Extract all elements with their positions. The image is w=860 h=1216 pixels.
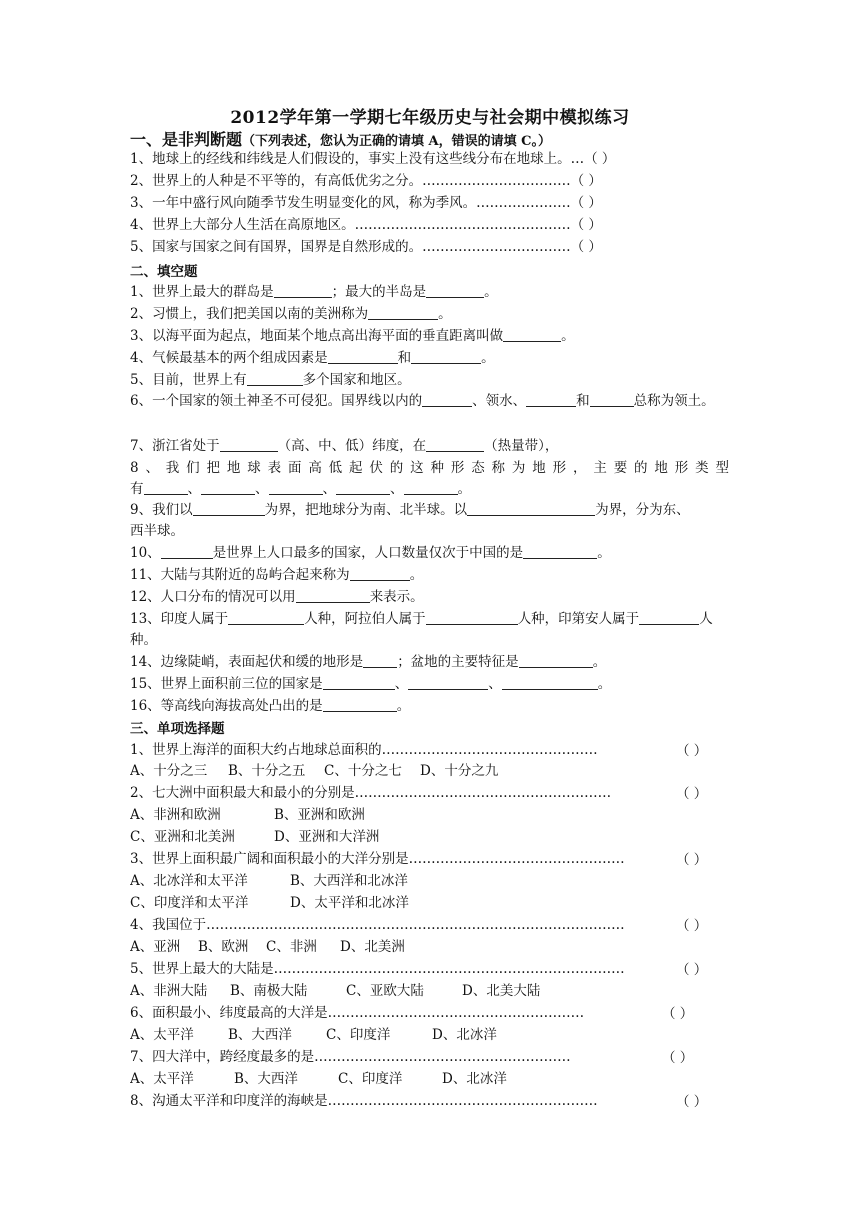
option-d: D、北冰洋 (442, 1071, 507, 1087)
mc-q2-stem: 2、七大洲中面积最大和最小的分别是………………………………………………… (130, 785, 612, 801)
fill-q1-text: 1、世界上最大的群岛是 (130, 284, 274, 300)
answer-blank[interactable] (590, 392, 634, 407)
answer-blank[interactable] (523, 544, 597, 559)
answer-blank[interactable] (161, 544, 213, 559)
answer-paren[interactable]: （ ） (676, 918, 708, 934)
tf-item-4: 4、世界上大部分人生活在高原地区。…………………………………………（ ） (130, 217, 602, 233)
fill-q7-text: （高、中、低）纬度，在 (277, 438, 427, 454)
answer-blank[interactable] (201, 480, 255, 495)
answer-blank[interactable] (426, 437, 484, 452)
option-c: C、亚洲和北美洲 (130, 829, 235, 845)
separator: 、 (255, 481, 269, 497)
fill-q16 (130, 695, 730, 717)
option-c: C、印度洋 (326, 1027, 391, 1043)
option-d: D、北美大陆 (462, 983, 541, 999)
fill-q13-line2: 种。 (130, 632, 157, 648)
option-a: A、亚洲 (130, 939, 181, 955)
fill-q6-text: 6、一个国家的领土神圣不可侵犯。国界线以内的 (130, 393, 423, 409)
page-title: 2012学年第一学期七年级历史与社会期中模拟练习 (230, 108, 630, 128)
fill-q7-text: 7、浙江省处于 (130, 438, 220, 454)
fill-q7 (130, 435, 730, 457)
tf-item-3: 3、一年中盛行风向随季节发生明显变化的风，称为季风。…………………（ ） (130, 195, 602, 211)
fill-q13-text: 人种，印第安人属于 (517, 611, 640, 627)
fill-q16-text: 16、等高线向海拔高处凸出的是 (130, 698, 323, 714)
mc-q5-options (130, 980, 730, 1002)
fill-q14-text: 14、边缘陡峭，表面起伏和缓的地形是 (130, 654, 364, 670)
fill-q3 (130, 325, 730, 347)
separator: 、 (322, 481, 336, 497)
period: 。 (457, 481, 471, 497)
answer-paren[interactable]: （ ） (662, 1006, 694, 1022)
option-b: B、欧洲 (198, 939, 249, 955)
fill-q1-text: ；最大的半岛是 (331, 284, 427, 300)
fill-q10 (130, 542, 730, 564)
answer-paren[interactable]: （ ） (676, 962, 708, 978)
section1-heading (130, 127, 551, 150)
option-a: A、非洲和欧洲 (130, 807, 221, 823)
option-c: C、亚欧大陆 (346, 983, 424, 999)
answer-blank[interactable] (220, 437, 278, 452)
answer-blank[interactable] (144, 480, 188, 495)
answer-blank[interactable] (408, 675, 488, 690)
fill-q15-text: 、 (488, 676, 502, 692)
fill-q4-text: 。 (481, 350, 495, 366)
tf-item-2: 2、世界上的人种是不平等的，有高低优劣之分。……………………………（ ） (130, 173, 602, 189)
fill-q9-text: 为界，分为东、 (595, 502, 690, 518)
mc-q2-options-row1 (130, 804, 730, 826)
answer-blank[interactable] (323, 697, 397, 712)
answer-blank[interactable] (323, 675, 395, 690)
answer-blank[interactable] (193, 501, 265, 516)
fill-q6-text: 、领水、 (472, 393, 527, 409)
answer-blank[interactable] (336, 480, 390, 495)
fill-q10-text: 是世界上人口最多的国家，人口数量仅次于中国的是 (212, 545, 524, 561)
fill-q1-text: 。 (484, 284, 498, 300)
fill-q8-text: 有 (130, 481, 144, 497)
fill-q2-text: 2、习惯上，我们把美国以南的美洲称为 (130, 306, 369, 322)
fill-q15-text: 、 (394, 676, 409, 692)
answer-blank[interactable] (328, 349, 398, 364)
option-c: C、印度洋 (338, 1071, 403, 1087)
fill-q13-text: 人种，阿拉伯人属于 (304, 611, 426, 627)
fill-q11-text: 11、大陆与其附近的岛屿合起来称为 (130, 567, 350, 583)
mc-q4-stem: 4、我国位于………………………………………………………………………………… (130, 917, 625, 933)
mc-q2-options-row2 (130, 826, 730, 848)
fill-q8-line1: 8、我们把地球表面高低起伏的这种形态称为地形，主要的地形类型 (130, 460, 730, 476)
fill-q2-text: 。 (438, 306, 452, 322)
fill-q9-text: 9、我们以 (130, 502, 193, 518)
mc-q3-options-row1 (130, 870, 730, 892)
answer-blank[interactable] (502, 675, 598, 690)
fill-q12-text: 12、人口分布的情况可以用 (130, 589, 296, 605)
mc-q7-options (130, 1068, 730, 1090)
fill-q11-text: 。 (409, 567, 424, 583)
fill-q16-text: 。 (396, 698, 411, 714)
tf-item-1: 1、地球上的经线和纬线是人们假设的，事实上没有这些线分布在地球上。…（ ） (130, 151, 616, 167)
fill-q15 (130, 673, 730, 695)
tf-item-5: 5、国家与国家之间有国界，国界是自然形成的。……………………………（ ） (130, 239, 602, 255)
fill-q4-text: 4、气候最基本的两个组成因素是 (130, 350, 328, 366)
fill-q11 (130, 564, 730, 586)
option-c: C、印度洋和太平洋 (130, 895, 249, 911)
fill-q9-line2: 西半球。 (130, 523, 184, 539)
fill-q4-text: 和 (397, 350, 412, 366)
separator: 、 (187, 481, 201, 497)
fill-q3-text: 。 (561, 328, 575, 344)
option-b: B、大西洋和北冰洋 (290, 873, 408, 889)
fill-q8-line2 (130, 478, 730, 500)
section1-note: （下列表述，您认为正确的请填 A，错误的请填 C。） (242, 134, 552, 149)
fill-q5-text: 多个国家和地区。 (302, 372, 411, 388)
answer-blank[interactable] (296, 588, 370, 603)
mc-q1-options (130, 760, 730, 782)
fill-q9-line1 (130, 499, 730, 521)
mc-q3-options-row2 (130, 892, 730, 914)
mc-q3-stem: 3、世界上面积最广阔和面积最小的大洋分别是………………………………………… (130, 851, 625, 867)
answer-blank[interactable] (274, 283, 332, 298)
option-c: C、十分之七 (324, 763, 402, 779)
option-b: B、亚洲和欧洲 (274, 807, 365, 823)
separator: 、 (390, 481, 404, 497)
fill-q13-text: 13、印度人属于 (130, 611, 229, 627)
fill-q3-text: 3、以海平面为起点，地面某个地点高出海平面的垂直距离叫做 (130, 328, 504, 344)
fill-q10-text: 。 (597, 545, 611, 561)
answer-blank[interactable] (426, 610, 518, 625)
option-a: A、非洲大陆 (130, 983, 208, 999)
fill-q5 (130, 369, 730, 391)
answer-paren[interactable]: （ ） (662, 1050, 694, 1066)
answer-blank[interactable] (467, 501, 595, 516)
answer-blank[interactable] (368, 305, 438, 320)
mc-q7-stem: 7、四大洋中，跨经度最多的是………………………………………………… (130, 1049, 571, 1065)
answer-blank[interactable] (426, 283, 484, 298)
section3-heading: 三、单项选择题 (130, 721, 225, 737)
fill-q7-text: （热量带）， (484, 438, 559, 454)
answer-blank[interactable] (228, 610, 304, 625)
option-d: D、北美洲 (340, 939, 405, 955)
fill-q15-text: 。 (597, 676, 612, 692)
answer-paren[interactable]: （ ） (676, 1094, 708, 1110)
answer-blank[interactable] (411, 349, 481, 364)
fill-q6-text: 总称为领土。 (633, 393, 715, 409)
fill-q9-text: 为界，把地球分为南、北半球。以 (264, 502, 468, 518)
answer-blank[interactable] (526, 392, 576, 407)
answer-paren[interactable]: （ ） (676, 743, 708, 759)
fill-q1 (130, 281, 730, 303)
option-b: B、大西洋 (234, 1071, 298, 1087)
fill-q4 (130, 347, 730, 369)
section1-title: 一、是非判断题 (130, 130, 243, 149)
mc-q6-stem: 6、面积最小、纬度最高的大洋是………………………………………………… (130, 1005, 585, 1021)
answer-blank[interactable] (363, 653, 397, 668)
mc-q8-stem: 8、沟通太平洋和印度洋的海峡是…………………………………………………… (130, 1093, 598, 1109)
mc-q1-stem: 1、世界上海洋的面积大约占地球总面积的………………………………………… (130, 742, 598, 758)
option-d: D、太平洋和北冰洋 (290, 895, 409, 911)
answer-blank[interactable] (404, 480, 458, 495)
fill-q14 (130, 651, 730, 673)
fill-q5-text: 5、目前，世界上有 (130, 372, 247, 388)
option-d: D、北冰洋 (432, 1027, 497, 1043)
answer-paren[interactable]: （ ） (676, 786, 708, 802)
fill-q13-line1 (130, 608, 730, 630)
fill-q12-text: 来表示。 (369, 589, 424, 605)
answer-blank[interactable] (422, 392, 472, 407)
fill-q13-text: 人 (699, 611, 713, 627)
fill-q12 (130, 586, 730, 608)
answer-blank[interactable] (639, 610, 699, 625)
mc-q6-options (130, 1024, 730, 1046)
fill-q6-text: 和 (576, 393, 590, 409)
option-d: D、亚洲和大洋洲 (274, 829, 380, 845)
mc-q5-stem: 5、世界上最大的大陆是…………………………………………………………………… (130, 961, 625, 977)
option-b: B、南极大陆 (230, 983, 308, 999)
answer-blank[interactable] (503, 327, 561, 342)
option-a: A、十分之三 (130, 763, 208, 779)
fill-q14-text: ；盆地的主要特征是 (397, 654, 519, 670)
answer-blank[interactable] (519, 653, 593, 668)
section2-heading: 二、填空题 (130, 264, 198, 280)
option-d: D、十分之九 (420, 763, 499, 779)
fill-q14-text: 。 (592, 654, 607, 670)
option-a: A、北冰洋和太平洋 (130, 873, 248, 889)
fill-q2 (130, 303, 730, 325)
fill-q10-text: 10、 (130, 545, 161, 561)
answer-blank[interactable] (269, 480, 323, 495)
option-a: A、太平洋 (130, 1071, 194, 1087)
option-b: B、十分之五 (228, 763, 306, 779)
fill-q6 (130, 391, 730, 412)
mc-q4-options (130, 936, 730, 958)
answer-blank[interactable] (247, 371, 303, 386)
answer-blank[interactable] (350, 566, 410, 581)
option-b: B、大西洋 (228, 1027, 292, 1043)
option-a: A、太平洋 (130, 1027, 194, 1043)
fill-q15-text: 15、世界上面积前三位的国家是 (130, 676, 323, 692)
answer-paren[interactable]: （ ） (676, 852, 708, 868)
option-c: C、非洲 (266, 939, 317, 955)
